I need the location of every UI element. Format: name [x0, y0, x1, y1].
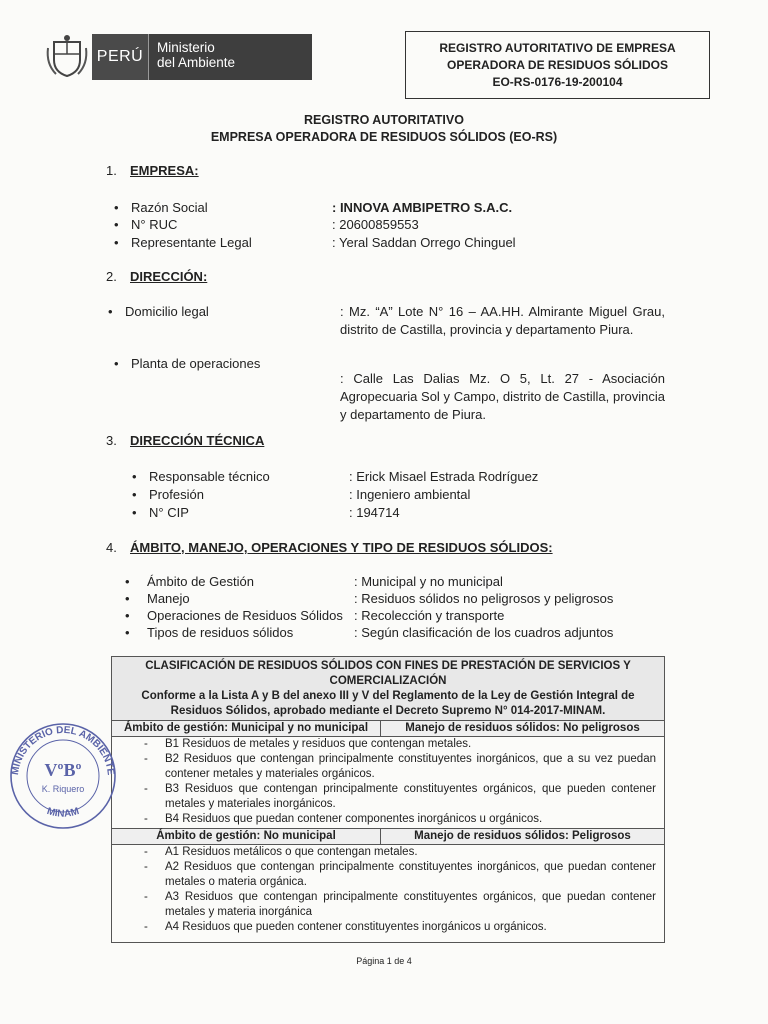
- list-item: [132, 486, 204, 504]
- dash-marker: -: [144, 846, 148, 858]
- list-item: [108, 303, 209, 321]
- section-number: 4.: [106, 540, 117, 555]
- page-number: Página 1 de 4: [356, 956, 412, 966]
- field-label: N° CIP: [149, 505, 189, 520]
- table-row: [112, 920, 664, 935]
- field-label: Manejo: [147, 591, 190, 606]
- logo-ministry: [148, 34, 312, 80]
- section-number: 3.: [106, 433, 117, 448]
- field-label: Ámbito de Gestión: [147, 574, 254, 589]
- classification-table: [111, 656, 665, 943]
- table-row: [112, 890, 664, 920]
- section-label: DIRECCIÓN TÉCNICA: [130, 433, 265, 448]
- dash-marker: -: [144, 738, 148, 750]
- field-label: Representante Legal: [131, 235, 252, 250]
- field-value: : Recolección y transporte: [354, 608, 505, 623]
- document-title: [0, 112, 768, 146]
- field-label: Responsable técnico: [149, 469, 270, 484]
- coat-of-arms-icon: [44, 34, 90, 80]
- table-header-cell: Ámbito de gestión: No municipal: [112, 829, 381, 844]
- section-label: EMPRESA:: [130, 163, 199, 178]
- field-value: : Residuos sólidos no peligrosos y peligrosos: [354, 591, 614, 606]
- field-value: : Según clasificación de los cuadros adjuntos: [354, 625, 614, 640]
- stamp-ring-bottom: MINAM: [45, 805, 81, 820]
- bullet-icon: •: [132, 505, 137, 520]
- approval-stamp: [4, 718, 122, 830]
- bullet-icon: •: [125, 591, 130, 606]
- list-item: [114, 234, 252, 252]
- list-item: [132, 504, 189, 522]
- list-item: [114, 216, 178, 234]
- registry-line2: OPERADORA DE RESIDUOS SÓLIDOS: [447, 58, 668, 72]
- bullet-icon: •: [114, 235, 119, 250]
- section-empresa-heading: [106, 163, 706, 181]
- table-row: [112, 752, 664, 782]
- table-cell: B1 Residuos de metales y residuos que contengan metales.: [165, 738, 472, 750]
- list-item: [114, 355, 261, 373]
- field-value: : Ingeniero ambiental: [349, 487, 471, 502]
- stamp-name: K. Riquero: [41, 784, 85, 794]
- dash-marker: -: [144, 813, 148, 825]
- registry-line1: REGISTRO AUTORITATIVO DE EMPRESA: [439, 41, 676, 55]
- field-value: : Municipal y no municipal: [354, 574, 503, 589]
- field-label: Planta de operaciones: [131, 356, 261, 371]
- logo-ministry-line1: Ministerio: [157, 40, 215, 55]
- stamp-center: VºBº: [44, 760, 82, 780]
- bullet-icon: •: [125, 574, 130, 589]
- field-label: N° RUC: [131, 217, 178, 232]
- section-label: ÁMBITO, MANEJO, OPERACIONES Y TIPO DE RESIDUOS SÓLIDOS:: [130, 540, 553, 555]
- field-label: Profesión: [149, 487, 204, 502]
- dash-marker: -: [144, 783, 148, 795]
- table-group-body: [112, 845, 664, 935]
- table-row: [112, 782, 664, 812]
- list-item: [125, 607, 343, 625]
- table-header-cell: Manejo de residuos sólidos: No peligrosos: [405, 722, 640, 734]
- section-number: 2.: [106, 269, 117, 284]
- table-cell: B3 Residuos que contengan principalmente constituyentes orgánicos, que pueden contener metales y materiales inorgánicos.: [165, 783, 656, 810]
- field-label: Operaciones de Residuos Sólidos: [147, 608, 343, 623]
- list-item: [132, 468, 270, 486]
- table-title-line1: CLASIFICACIÓN DE RESIDUOS SÓLIDOS CON FINES DE PRESTACIÓN DE SERVICIOS Y: [145, 660, 631, 672]
- table-title-line2: COMERCIALIZACIÓN: [329, 675, 447, 687]
- dash-marker: -: [144, 753, 148, 765]
- dash-marker: -: [144, 891, 148, 903]
- field-value: : Yeral Saddan Orrego Chinguel: [332, 235, 516, 250]
- table-title-line3: Conforme a la Lista A y B del anexo III y V del Reglamento de la Ley de Gestión Integral de: [141, 690, 635, 702]
- bullet-icon: •: [132, 487, 137, 502]
- field-value: : Mz. “A” Lote N° 16 – AA.HH. Almirante Miguel Grau, distrito de Castilla, provincia y departamento Piura.: [340, 304, 665, 337]
- table-title: [112, 657, 664, 721]
- table-row: [112, 845, 664, 860]
- field-value: : Calle Las Dalias Mz. O 5, Lt. 27 - Asociación Agropecuaria Sol y Campo, distrito de Castilla, provincia y departamento de Piura.: [340, 371, 665, 422]
- field-value: : 20600859553: [332, 217, 419, 232]
- field-label: Tipos de residuos sólidos: [147, 625, 294, 640]
- bullet-icon: •: [114, 217, 119, 232]
- section-direccion-heading: [106, 269, 706, 287]
- table-cell: B4 Residuos que puedan contener componentes inorgánicos u orgánicos.: [165, 813, 543, 825]
- bullet-icon: •: [125, 608, 130, 623]
- field-label: Razón Social: [131, 200, 208, 215]
- table-title-line4: Residuos Sólidos, aprobado mediante el Decreto Supremo N° 014-2017-MINAM.: [170, 705, 606, 717]
- dash-marker: -: [144, 921, 148, 933]
- dash-marker: -: [144, 861, 148, 873]
- bullet-icon: •: [108, 304, 113, 319]
- table-header-cell: Ámbito de gestión: Municipal y no municipal: [112, 721, 381, 736]
- title-line2: EMPRESA OPERADORA DE RESIDUOS SÓLIDOS (EO-RS): [210, 130, 558, 144]
- logo-country: PERÚ: [92, 34, 148, 80]
- table-header-cell: Manejo de residuos sólidos: Peligrosos: [414, 830, 631, 842]
- registry-box: [405, 31, 710, 99]
- list-item: [114, 199, 208, 217]
- list-item: [125, 590, 190, 608]
- bullet-icon: •: [114, 356, 119, 371]
- table-cell: A4 Residuos que pueden contener constituyentes inorgánicos u orgánicos.: [165, 921, 547, 933]
- ministry-logo: [92, 34, 312, 80]
- table-row: [112, 860, 664, 890]
- bullet-icon: •: [114, 200, 119, 215]
- field-label: Domicilio legal: [125, 304, 209, 319]
- bullet-icon: •: [132, 469, 137, 484]
- title-line1: REGISTRO AUTORITATIVO: [304, 113, 464, 127]
- field-value: : 194714: [349, 505, 400, 520]
- table-cell: B2 Residuos que contengan principalmente constituyentes inorgánicos, que a su vez puedan contener metales y materiales orgánicos.: [165, 753, 656, 780]
- svg-text:MINAM: [45, 806, 80, 820]
- table-subheader: [112, 721, 664, 737]
- section-direccion-tecnica-heading: [106, 433, 706, 451]
- table-row: [112, 812, 664, 827]
- stamp-ring-top: MINISTERIO DEL AMBIENTE: [9, 724, 116, 776]
- section-number: 1.: [106, 163, 117, 178]
- list-item: [125, 573, 254, 591]
- list-item: [125, 624, 294, 642]
- registry-code: EO-RS-0176-19-200104: [492, 75, 623, 89]
- bullet-icon: •: [125, 625, 130, 640]
- field-value: : Erick Misael Estrada Rodríguez: [349, 469, 539, 484]
- field-value: : INNOVA AMBIPETRO S.A.C.: [332, 200, 513, 215]
- section-label: DIRECCIÓN:: [130, 269, 208, 284]
- stamp-seal-icon: [4, 718, 122, 830]
- table-group-body: [112, 737, 664, 829]
- table-row: [112, 737, 664, 752]
- table-cell: A2 Residuos que contengan principalmente constituyentes inorgánicos, que puedan contener metales o materia orgánica.: [165, 861, 656, 888]
- section-ambito-heading: [106, 540, 746, 558]
- logo-ministry-line2: del Ambiente: [157, 55, 236, 70]
- table-cell: A1 Residuos metálicos o que contengan metales.: [165, 846, 418, 858]
- table-cell: A3 Residuos que contengan principalmente constituyentes orgánicos, que puedan contener metales y materia inorgánica: [165, 891, 656, 918]
- table-subheader: [112, 829, 664, 845]
